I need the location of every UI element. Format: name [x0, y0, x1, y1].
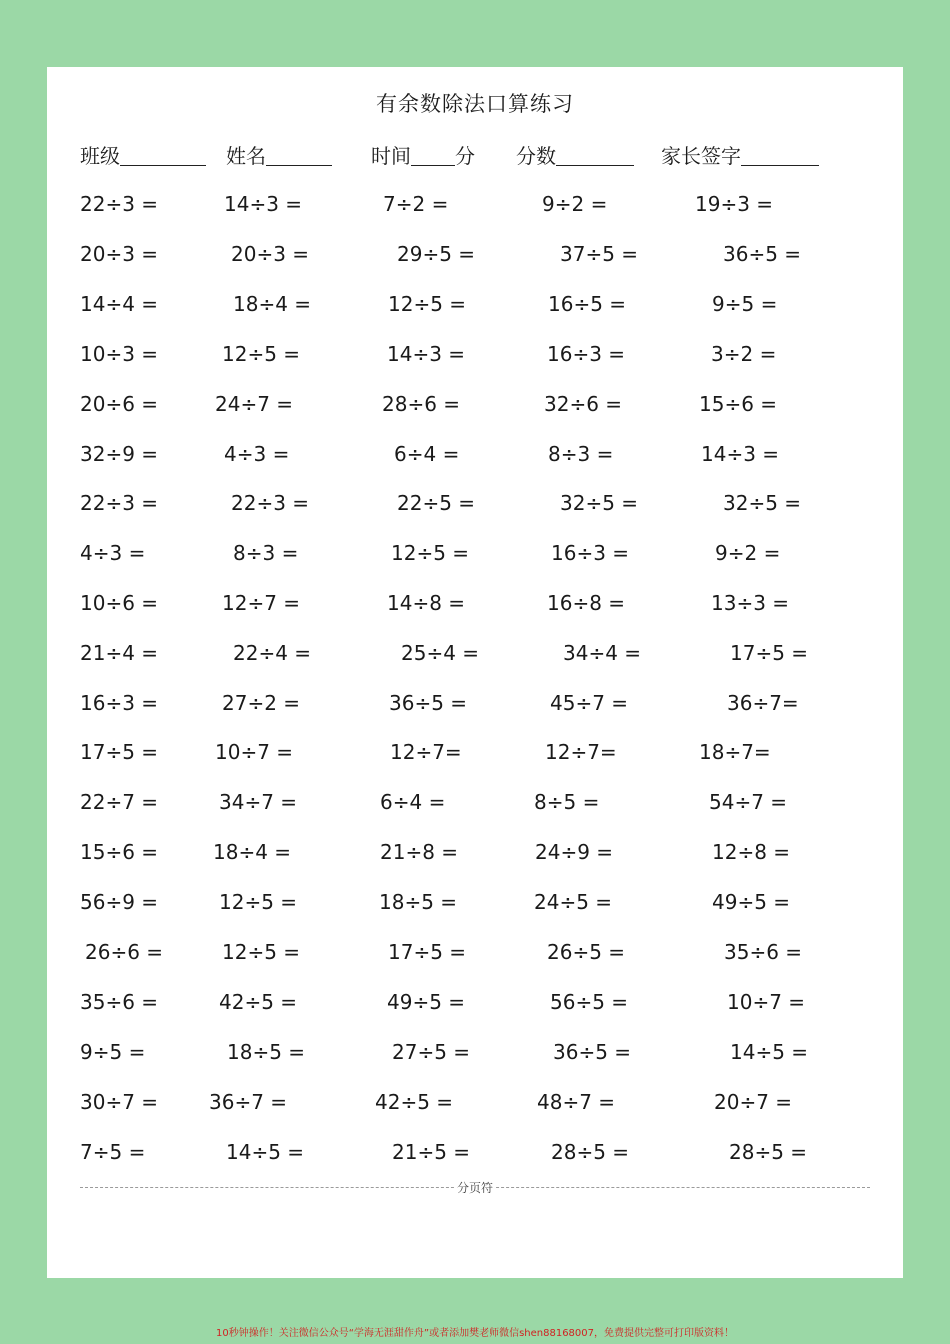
- problem-r13-c3: 6÷4 =: [380, 790, 446, 814]
- problem-r5-c5: 15÷6 =: [699, 392, 778, 416]
- problem-r11-c2: 27÷2 =: [222, 691, 301, 715]
- page-title: 有余数除法口算练习: [376, 92, 574, 116]
- problem-r20-c5: 28÷5 =: [729, 1140, 808, 1164]
- class-field: [80, 140, 206, 170]
- problem-r9-c3: 14÷8 =: [387, 591, 466, 615]
- problem-r17-c3: 49÷5 =: [387, 990, 466, 1014]
- problem-r18-c5: 14÷5 =: [730, 1040, 809, 1064]
- problem-r2-c3: 29÷5 =: [397, 242, 476, 266]
- time-unit: 分: [455, 144, 475, 168]
- problem-r13-c4: 8÷5 =: [534, 790, 600, 814]
- problem-r16-c2: 12÷5 =: [222, 940, 301, 964]
- page-break-label: 分页符: [454, 1181, 496, 1195]
- problem-r20-c3: 21÷5 =: [392, 1140, 471, 1164]
- problem-r9-c2: 12÷7 =: [222, 591, 301, 615]
- problem-r16-c3: 17÷5 =: [388, 940, 467, 964]
- problem-r4-c4: 16÷3 =: [547, 342, 626, 366]
- problem-r4-c5: 3÷2 =: [711, 342, 777, 366]
- problem-r19-c2: 36÷7 =: [209, 1090, 288, 1114]
- problem-r15-c5: 49÷5 =: [712, 890, 791, 914]
- class-label: 班级: [80, 144, 120, 168]
- problem-r10-c1: 21÷4 =: [80, 641, 159, 665]
- problem-r17-c5: 10÷7 =: [727, 990, 806, 1014]
- problem-r16-c5: 35÷6 =: [724, 940, 803, 964]
- problem-r15-c1: 56÷9 =: [80, 890, 159, 914]
- name-field: [226, 140, 332, 170]
- problem-r6-c2: 4÷3 =: [224, 442, 290, 466]
- problem-r7-c1: 22÷3 =: [80, 491, 159, 515]
- problem-r11-c4: 45÷7 =: [550, 691, 629, 715]
- problem-r14-c2: 18÷4 =: [213, 840, 292, 864]
- problem-r1-c1: 22÷3 =: [80, 192, 159, 216]
- problem-r1-c3: 7÷2 =: [383, 192, 449, 216]
- problem-r7-c5: 32÷5 =: [723, 491, 802, 515]
- problem-r11-c1: 16÷3 =: [80, 691, 159, 715]
- name-label: 姓名: [226, 144, 266, 168]
- parent-signature-blank[interactable]: [741, 141, 819, 166]
- problem-r6-c1: 32÷9 =: [80, 442, 159, 466]
- problem-r14-c4: 24÷9 =: [535, 840, 614, 864]
- problem-r4-c3: 14÷3 =: [387, 342, 466, 366]
- problem-r12-c2: 10÷7 =: [215, 740, 294, 764]
- time-label: 时间: [371, 144, 411, 168]
- problem-r13-c1: 22÷7 =: [80, 790, 159, 814]
- name-blank[interactable]: [266, 141, 332, 166]
- problem-r15-c4: 24÷5 =: [534, 890, 613, 914]
- problem-r8-c1: 4÷3 =: [80, 541, 146, 565]
- problem-r11-c5: 36÷7=: [727, 691, 799, 715]
- time-field: [371, 140, 475, 170]
- problem-r3-c1: 14÷4 =: [80, 292, 159, 316]
- problem-r1-c2: 14÷3 =: [224, 192, 303, 216]
- problem-r5-c2: 24÷7 =: [215, 392, 294, 416]
- problem-r18-c3: 27÷5 =: [392, 1040, 471, 1064]
- problem-r15-c2: 12÷5 =: [219, 890, 298, 914]
- problem-r12-c4: 12÷7=: [545, 740, 617, 764]
- problem-r15-c3: 18÷5 =: [379, 890, 458, 914]
- problem-r3-c4: 16÷5 =: [548, 292, 627, 316]
- problem-r3-c2: 18÷4 =: [233, 292, 312, 316]
- problem-r19-c1: 30÷7 =: [80, 1090, 159, 1114]
- problem-r16-c4: 26÷5 =: [547, 940, 626, 964]
- problem-r3-c3: 12÷5 =: [388, 292, 467, 316]
- parent-signature-label: 家长签字: [661, 144, 741, 168]
- problem-r19-c5: 20÷7 =: [714, 1090, 793, 1114]
- problem-r14-c1: 15÷6 =: [80, 840, 159, 864]
- score-field: [516, 140, 634, 170]
- footer-note: 10秒钟操作！关注微信公众号“学海无涯甜作舟”或者添加樊老师微信shen88168007，免费提供完整可打印版资料！: [215, 1328, 735, 1339]
- problem-r2-c2: 20÷3 =: [231, 242, 310, 266]
- problem-r9-c4: 16÷8 =: [547, 591, 626, 615]
- problem-r20-c1: 7÷5 =: [80, 1140, 146, 1164]
- problem-r13-c2: 34÷7 =: [219, 790, 298, 814]
- problem-r17-c1: 35÷6 =: [80, 990, 159, 1014]
- problem-r18-c4: 36÷5 =: [553, 1040, 632, 1064]
- problem-r3-c5: 9÷5 =: [712, 292, 778, 316]
- problem-r9-c5: 13÷3 =: [711, 591, 790, 615]
- problem-r19-c3: 42÷5 =: [375, 1090, 454, 1114]
- time-blank[interactable]: [411, 141, 455, 166]
- problem-r10-c2: 22÷4 =: [233, 641, 312, 665]
- problem-r6-c5: 14÷3 =: [701, 442, 780, 466]
- parent-signature-field: [661, 140, 819, 170]
- problem-r2-c5: 36÷5 =: [723, 242, 802, 266]
- problem-r12-c1: 17÷5 =: [80, 740, 159, 764]
- score-blank[interactable]: [556, 141, 634, 166]
- problem-r8-c4: 16÷3 =: [551, 541, 630, 565]
- problem-r19-c4: 48÷7 =: [537, 1090, 616, 1114]
- problem-r7-c2: 22÷3 =: [231, 491, 310, 515]
- problem-r14-c5: 12÷8 =: [712, 840, 791, 864]
- problem-r14-c3: 21÷8 =: [380, 840, 459, 864]
- problem-r9-c1: 10÷6 =: [80, 591, 159, 615]
- problem-r8-c2: 8÷3 =: [233, 541, 299, 565]
- problem-r20-c4: 28÷5 =: [551, 1140, 630, 1164]
- problem-r5-c3: 28÷6 =: [382, 392, 461, 416]
- problem-r17-c4: 56÷5 =: [550, 990, 629, 1014]
- problem-r16-c1: 26÷6 =: [85, 940, 164, 964]
- problem-r10-c5: 17÷5 =: [730, 641, 809, 665]
- problem-r8-c3: 12÷5 =: [391, 541, 470, 565]
- problem-r6-c3: 6÷4 =: [394, 442, 460, 466]
- problem-r18-c1: 9÷5 =: [80, 1040, 146, 1064]
- problem-r8-c5: 9÷2 =: [715, 541, 781, 565]
- problem-r20-c2: 14÷5 =: [226, 1140, 305, 1164]
- class-blank[interactable]: [120, 141, 206, 166]
- problem-r18-c2: 18÷5 =: [227, 1040, 306, 1064]
- problem-r12-c3: 12÷7=: [390, 740, 462, 764]
- problem-r2-c4: 37÷5 =: [560, 242, 639, 266]
- problem-r11-c3: 36÷5 =: [389, 691, 468, 715]
- problem-r1-c4: 9÷2 =: [542, 192, 608, 216]
- problem-r17-c2: 42÷5 =: [219, 990, 298, 1014]
- problem-r10-c4: 34÷4 =: [563, 641, 642, 665]
- problem-r7-c4: 32÷5 =: [560, 491, 639, 515]
- problem-r4-c1: 10÷3 =: [80, 342, 159, 366]
- problem-r4-c2: 12÷5 =: [222, 342, 301, 366]
- problem-r7-c3: 22÷5 =: [397, 491, 476, 515]
- problem-r13-c5: 54÷7 =: [709, 790, 788, 814]
- score-label: 分数: [516, 144, 556, 168]
- problem-r5-c4: 32÷6 =: [544, 392, 623, 416]
- problem-r2-c1: 20÷3 =: [80, 242, 159, 266]
- problem-r10-c3: 25÷4 =: [401, 641, 480, 665]
- problem-r5-c1: 20÷6 =: [80, 392, 159, 416]
- problem-r6-c4: 8÷3 =: [548, 442, 614, 466]
- problem-r12-c5: 18÷7=: [699, 740, 771, 764]
- problem-r1-c5: 19÷3 =: [695, 192, 774, 216]
